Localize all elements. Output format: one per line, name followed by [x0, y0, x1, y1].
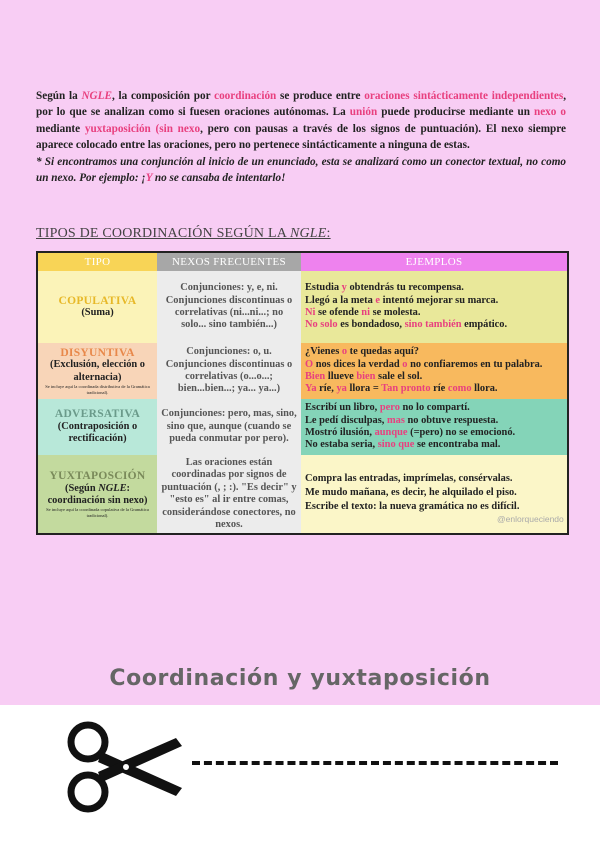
tipo-name: ADVERSATIVA: [54, 408, 141, 421]
example-text: no obtuve respuesta.: [404, 414, 499, 426]
example-sentence: [305, 501, 563, 513]
header-tipo: TIPO: [37, 252, 157, 271]
example-text: llora.: [471, 383, 498, 395]
tipo-sub: [42, 483, 153, 508]
intro-text: [36, 88, 566, 186]
example-text: ¿Vienes: [305, 346, 342, 358]
intro-text-span: , la composición por: [111, 90, 215, 102]
intro-note-highlight: Y: [145, 172, 153, 185]
example-text: sale el sol.: [375, 371, 423, 382]
intro-note-span: no se cansaba de intentarlo!: [152, 172, 286, 185]
example-sentence: [305, 383, 563, 395]
example-nexo: Ni: [305, 307, 316, 318]
example-text: es bondadoso,: [337, 319, 405, 331]
table-row: [37, 271, 568, 343]
example-text: Me mudo mañana, es decir, he alquilado el piso.: [305, 487, 517, 499]
examples-cell: [301, 399, 568, 455]
examples-cell: [301, 343, 568, 399]
example-nexo: ya: [336, 383, 347, 395]
example-sentence: [305, 295, 563, 307]
intro-paragraph-1: [36, 88, 566, 154]
table-row: [37, 343, 568, 399]
example-nexo: o: [341, 346, 348, 358]
intro-highlight: coordinación: [214, 90, 277, 102]
example-nexo: O: [305, 358, 314, 370]
example-nexo: como: [447, 383, 472, 395]
section-title-ngle: NGLE: [289, 226, 327, 241]
example-text: empático.: [461, 319, 508, 331]
tipo-cell: [37, 343, 157, 399]
examples-cell: [301, 271, 568, 343]
tipo-name: DISYUNTIVA: [60, 346, 135, 359]
tipo-cell: [37, 271, 157, 343]
example-text: ríe: [430, 383, 448, 395]
intro-highlight: oraciones sintácticamente independientes: [364, 90, 564, 102]
example-text: Escribe el texto: la nueva gramática no es difícil.: [305, 501, 520, 513]
table-header-row: [37, 252, 568, 271]
dashed-cut-line: [192, 761, 558, 765]
example-nexo: aunque: [374, 427, 408, 438]
example-text: Escribí un libro,: [305, 402, 380, 414]
tipo-sub: (Contraposición o rectificación): [57, 420, 138, 445]
section-title-text: TIPOS DE COORDINACIÓN SEGÚN LA: [36, 226, 290, 241]
tipo-note: Se incluye aquí la coordinada distributiva de la Gramática tradicional).: [45, 384, 150, 395]
example-nexo: y: [341, 282, 347, 294]
example-text: no confiaremos en tu palabra.: [407, 358, 543, 370]
example-nexo: ni: [361, 307, 370, 318]
intro-note-span: * Si encontramos una conjunción al inicio de un enunciado, esta se analizará como un conector textual, no como un nexo. Por ejemplo: ¡: [36, 155, 566, 185]
example-nexo: Ya: [305, 383, 317, 395]
example-nexo: Bien: [305, 371, 326, 382]
example-text: se molesta.: [369, 307, 421, 318]
intro-note: [36, 154, 566, 187]
example-text: no lo compartí.: [399, 402, 470, 414]
example-sentence: [305, 473, 563, 485]
intro-highlight: nexo o: [533, 106, 566, 119]
example-sentence: [305, 439, 563, 451]
section-title-colon: :: [326, 226, 331, 241]
section-title: [36, 226, 331, 242]
header-nexos: NEXOS FRECUENTES: [157, 252, 301, 271]
nexos-cell: Conjunciones: o, u. Conjunciones discontinuas o correlativas (o...o...; bien...bien...; ya... ya...): [157, 343, 301, 399]
intro-text-span: , por lo que se analizan como si fuesen oraciones autónomas. La: [36, 90, 567, 119]
tipo-name: YUXTAPOSCIÓN: [49, 470, 146, 483]
example-text: Llegó a la meta: [305, 294, 376, 306]
table-row: [37, 455, 568, 534]
examples-list: [305, 346, 563, 396]
example-text: Le pedí disculpas,: [305, 414, 387, 426]
example-text: se ofende: [315, 307, 362, 318]
example-text: llueve: [325, 371, 357, 382]
example-nexo: o: [402, 358, 408, 370]
intro-text-span: se produce entre: [276, 90, 365, 102]
example-sentence: [305, 402, 563, 414]
examples-list: [305, 473, 563, 514]
example-text: (=pero) no se emocionó.: [407, 427, 516, 438]
nexos-cell: Conjunciones: pero, mas, sino, sino que, aunque (cuando se pueda conmutar por pero).: [157, 399, 301, 455]
example-sentence: [305, 359, 563, 371]
example-text: te quedas aquí?: [347, 346, 419, 358]
example-nexo: bien: [356, 371, 376, 382]
example-nexo: pero: [379, 402, 400, 414]
example-sentence: [305, 371, 563, 383]
intro-text-span: , pero con pausas a través de los signos de puntuación). El nexo siempre aparece colocado entre las oraciones, pero no pertenece sintácticamente a ninguna de estas.: [36, 122, 566, 152]
example-text: se encontraba mal.: [414, 439, 501, 451]
tipo-sub-text: (Según: [65, 482, 99, 494]
intro-highlight: yuxtaposición (sin nexo: [84, 122, 201, 135]
example-sentence: [305, 415, 563, 427]
examples-list: [305, 282, 563, 332]
tipo-sub: (Exclusión, elección o alternacia): [50, 359, 145, 383]
example-sentence: [305, 319, 563, 331]
tipo-sub: (Suma): [81, 307, 114, 318]
coordination-types-table: [36, 251, 569, 535]
example-text: intentó mejorar su marca.: [380, 294, 499, 306]
example-sentence: [305, 346, 563, 358]
header-ejemplos: EJEMPLOS: [301, 252, 568, 271]
tipo-cell: [37, 399, 157, 455]
example-text: No estaba seria,: [305, 439, 378, 451]
example-text: Estudia: [305, 282, 342, 294]
intro-highlight: unión: [349, 106, 378, 119]
tipo-name: COPULATIVA: [58, 294, 137, 307]
example-text: obtendrás tu recompensa.: [346, 282, 464, 294]
example-text: Compra las entradas, imprímelas, consérvalas.: [305, 472, 513, 484]
tipo-sub-text: : coordinación sin nexo): [47, 482, 148, 506]
example-nexo: Tan pronto: [381, 383, 431, 395]
author-credit: @enlorqueciendo: [497, 514, 564, 524]
intro-text-span: mediante: [36, 122, 85, 135]
example-text: Mostró ilusión,: [305, 427, 375, 438]
tipo-cell: [37, 455, 157, 534]
intro-ngle: NGLE: [81, 90, 112, 102]
example-sentence: [305, 487, 563, 499]
example-nexo: e: [375, 294, 381, 306]
example-nexo: sino que: [377, 439, 415, 451]
footer-title: Coordinación y yuxtaposición: [109, 666, 491, 691]
intro-text-span: puede producirse mediante un: [377, 106, 534, 119]
intro-text-span: Según la: [36, 90, 82, 102]
example-nexo: mas: [387, 414, 405, 426]
nexos-cell: Las oraciones están coordinadas por signos de puntuación (, ; :). "Es decir" y "esto es" al ir entre comas, considerándose conectores, no nexos.: [157, 455, 301, 534]
example-sentence: [305, 282, 563, 294]
tipo-sub-ngle: NGLE: [98, 482, 127, 494]
example-text: nos dices la verdad: [313, 358, 403, 370]
table-row: [37, 399, 568, 455]
example-text: ríe,: [316, 383, 337, 395]
nexos-cell: Conjunciones: y, e, ni. Conjunciones discontinuas o correlativas (ni...ni...; no solo... sino también...): [157, 271, 301, 343]
example-sentence: [305, 427, 563, 439]
examples-list: [305, 402, 563, 452]
example-sentence: [305, 307, 563, 319]
example-text: llora =: [346, 383, 382, 395]
scissors-icon: [64, 712, 184, 827]
example-nexo: sino también: [404, 319, 462, 331]
tipo-note: Se incluye aquí la coordinada copulativa de la Gramática tradicional).: [46, 507, 149, 518]
example-nexo: No solo: [305, 319, 338, 331]
